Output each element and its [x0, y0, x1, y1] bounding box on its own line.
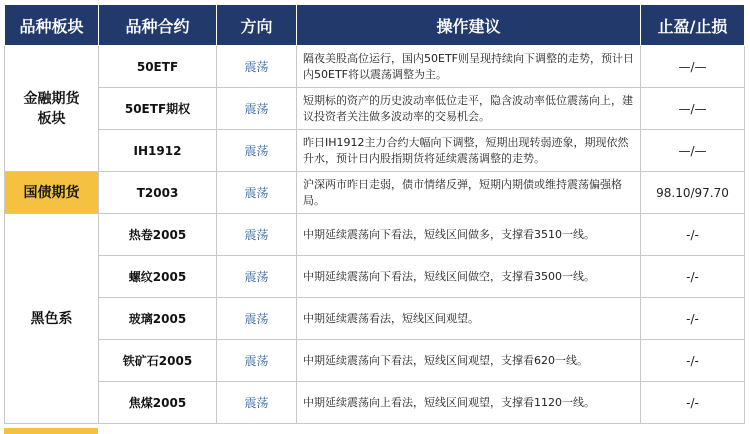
- contract-cell: 螺纹2005: [99, 256, 217, 298]
- contract-cell: 50ETF期权: [99, 88, 217, 130]
- pnl-cell: 98.10/97.70: [641, 172, 745, 214]
- advice-cell: 中期延续震荡向下看法，短线区间做空，支撑看3500一线。: [297, 256, 641, 298]
- table-row: [5, 46, 745, 88]
- sector-cell-ferrous: 黑色系: [5, 214, 99, 424]
- table-row: [5, 214, 745, 256]
- header-direction: 方向: [217, 5, 297, 46]
- advice-cell: 隔夜美股高位运行，国内50ETF则呈现持续向下调整的走势，预计日内50ETF将以震荡调整为主。: [297, 46, 641, 88]
- contract-cell: 玻璃2005: [99, 298, 217, 340]
- sector-cell-financial: 金融期货板块: [5, 46, 99, 172]
- advice-cell: 短期标的资产的历史波动率低位走平，隐含波动率低位震荡向上，建议投资者关注做多波动率的交易机会。: [297, 88, 641, 130]
- advice-cell: 中期延续震荡看法，短线区间观望。: [297, 298, 641, 340]
- direction-cell: 震荡: [217, 298, 297, 340]
- header-advice: 操作建议: [297, 5, 641, 46]
- contract-cell: T2003: [99, 172, 217, 214]
- direction-cell: 震荡: [217, 256, 297, 298]
- direction-cell: 震荡: [217, 214, 297, 256]
- strategy-table: [4, 4, 745, 424]
- pnl-cell: -/-: [641, 298, 745, 340]
- table-row: [5, 256, 745, 298]
- header-row: [5, 5, 745, 46]
- direction-cell: 震荡: [217, 130, 297, 172]
- pnl-cell: —/—: [641, 46, 745, 88]
- sector-cell-treasury: 国债期货: [5, 172, 99, 214]
- header-sector: 品种板块: [5, 5, 99, 46]
- pnl-cell: -/-: [641, 256, 745, 298]
- table-row: [5, 172, 745, 214]
- advice-cell: 中期延续震荡向下看法，短线区间做多，支撑看3510一线。: [297, 214, 641, 256]
- strategy-table-container: [4, 4, 744, 424]
- header-pnl: 止盈/止损: [641, 5, 745, 46]
- contract-cell: 焦煤2005: [99, 382, 217, 424]
- direction-cell: 震荡: [217, 88, 297, 130]
- table-row: [5, 298, 745, 340]
- advice-cell: 沪深两市昨日走弱，债市情绪反弹，短期内期债或维持震荡偏强格局。: [297, 172, 641, 214]
- contract-cell: IH1912: [99, 130, 217, 172]
- pnl-cell: -/-: [641, 214, 745, 256]
- contract-cell: 50ETF: [99, 46, 217, 88]
- next-section-strip: [4, 428, 744, 434]
- advice-cell: 中期延续震荡向下看法，短线区间观望，支撑看620一线。: [297, 340, 641, 382]
- next-sector-highlight: [4, 428, 98, 434]
- pnl-cell: -/-: [641, 382, 745, 424]
- header-contract: 品种合约: [99, 5, 217, 46]
- table-row: [5, 88, 745, 130]
- advice-cell: 中期延续震荡向上看法，短线区间观望，支撑看1120一线。: [297, 382, 641, 424]
- direction-cell: 震荡: [217, 46, 297, 88]
- direction-cell: 震荡: [217, 382, 297, 424]
- direction-cell: 震荡: [217, 340, 297, 382]
- table-row: [5, 130, 745, 172]
- direction-cell: 震荡: [217, 172, 297, 214]
- contract-cell: 铁矿石2005: [99, 340, 217, 382]
- pnl-cell: —/—: [641, 130, 745, 172]
- pnl-cell: -/-: [641, 340, 745, 382]
- table-row: [5, 382, 745, 424]
- table-row: [5, 340, 745, 382]
- contract-cell: 热卷2005: [99, 214, 217, 256]
- advice-cell: 昨日IH1912主力合约大幅向下调整，短期出现转弱迹象，期现依然升水，预计日内股指期货将延续震荡调整的走势。: [297, 130, 641, 172]
- pnl-cell: —/—: [641, 88, 745, 130]
